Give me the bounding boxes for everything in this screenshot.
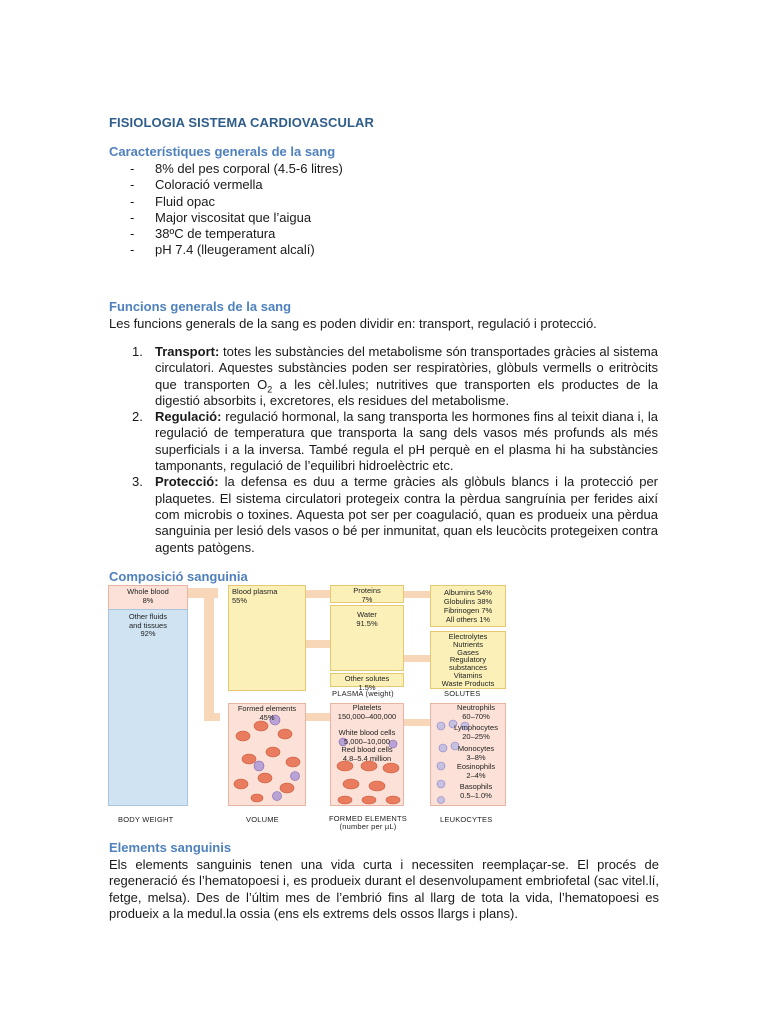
monocytes-label: Monocytes 3–8% bbox=[457, 744, 495, 762]
arrow-connector bbox=[306, 590, 330, 598]
arrow-connector bbox=[404, 591, 430, 598]
characteristics-list bbox=[130, 161, 343, 259]
formed-elements-label: Formed elements 45% bbox=[237, 704, 297, 722]
eosinophils-label: Eosinophils 2–4% bbox=[456, 762, 496, 780]
rbc-label: Red blood cells 4.8–5.4 million bbox=[341, 745, 393, 763]
functions-list bbox=[130, 344, 658, 556]
other-fluids-box bbox=[108, 609, 188, 806]
arrow-connector bbox=[306, 713, 330, 721]
platelets-label: Platelets 150,000–400,000 bbox=[337, 703, 397, 721]
arrow-connector bbox=[306, 640, 330, 648]
basophils-label: Basophils 0.5–1.0% bbox=[459, 782, 493, 800]
wbc-label: White blood cells 5,000–10,000 bbox=[338, 728, 396, 746]
leukocytes-caption: LEUKOCYTES bbox=[440, 815, 493, 824]
item-term: Regulació: bbox=[155, 409, 222, 425]
item-number: 1. bbox=[132, 344, 143, 359]
other-fluids-label: Other fluids and tissues 92% bbox=[128, 612, 168, 638]
blood-plasma-label: Blood plasma 55% bbox=[232, 587, 278, 605]
section-heading-composition: Composició sanguinia bbox=[109, 569, 248, 584]
plasma-weight-caption: PLASMA (weight) bbox=[332, 689, 394, 698]
list-item: - Major viscositat que l’aigua bbox=[130, 210, 343, 226]
item-term: Transport: bbox=[155, 344, 220, 359]
item-text: regulació hormonal, la sang transporta les hormones fins al teixit diana i, la regulació de temperatura que transporta la sang dels vasos més profunds als més superficials i a la inversa. També regula el pH perquè en el plasma hi ha substàncies tamponants, regulació de l’equilibri hidroelèctric etc. bbox=[155, 409, 658, 474]
item-number: 3. bbox=[132, 474, 143, 490]
list-item: - pH 7.4 (lleugerament alcalí) bbox=[130, 242, 343, 258]
volume-caption: VOLUME bbox=[246, 815, 279, 824]
elements-paragraph: Els elements sanguinis tenen una vida curta i necessiten reemplaçar-se. El procés de regeneració és l’hematopoesi i, es produeix durant el desenvolupament embriofetal (sac vitel.lí, fetge, melsa). Des de l’últim mes de l’embrió fins al llarg de tota la vida, l’hematopoesi es produeix a la medul.la ossia (ens els extrems dels ossos llargs i plans). bbox=[109, 857, 659, 921]
section-heading-elements: Elements sanguinis bbox=[109, 840, 232, 855]
other-solutes-label: Other solutes 1.5% bbox=[344, 674, 390, 692]
solutes-label: Electrolytes Nutrients Gases Regulatory substances Vitamins Waste Products bbox=[441, 632, 495, 688]
list-item: - 38ºC de temperatura bbox=[130, 226, 343, 242]
protein-types-label: Albumins 54% Globulins 38% Fibrinogen 7% All others 1% bbox=[443, 588, 493, 624]
item-text: la defensa es duu a terme gràcies als glòbuls blancs i la protecció per plaquetes. El sistema circulatori protegeix contra la pèrdua sangruínia per ferides així com microbis o toxines. Aquesta pot ser per coagulació, quan es produeix una pèrdua sanguinia per lesió dels vasos o bé per inmunitat, quan els leucòcits protegeixen contra agents patògens. bbox=[155, 474, 658, 555]
list-item bbox=[130, 409, 658, 474]
solutes-caption: SOLUTES bbox=[444, 689, 481, 698]
proteins-label: Proteins 7% bbox=[353, 586, 381, 604]
arrow-connector bbox=[204, 588, 214, 720]
section-heading-characteristics: Característiques generals de la sang bbox=[109, 144, 336, 159]
neutrophils-label: Neutrophils 60–70% bbox=[457, 703, 495, 721]
functions-intro: Les funcions generals de la sang es poden dividir en: transport, regulació i protecció. bbox=[109, 316, 597, 331]
item-text: a les cèl.lules; nutritives que transporten els productes de la digestió absorbits i, excretores, els residues del metabolisme. bbox=[155, 376, 658, 408]
body-weight-caption: BODY WEIGHT bbox=[118, 815, 174, 824]
arrow-connector bbox=[404, 719, 430, 726]
section-heading-functions: Funcions generals de la sang bbox=[109, 299, 292, 314]
list-item bbox=[130, 474, 658, 555]
whole-blood-label: Whole blood 8% bbox=[127, 587, 169, 605]
item-term: Protecció: bbox=[155, 474, 219, 490]
list-item: - Coloració vermella bbox=[130, 177, 343, 193]
lymphocytes-label: Lymphocytes 20–25% bbox=[454, 723, 498, 741]
item-subscript: 2 bbox=[267, 384, 273, 395]
list-item: - Fluid opac bbox=[130, 194, 343, 210]
blood-composition-figure bbox=[108, 585, 510, 831]
list-item bbox=[130, 344, 658, 409]
arrow-connector bbox=[404, 655, 430, 662]
item-text: totes les substàncies del metabolisme són transportades gràcies al sistema circulatori. Aquestes substàncies poden ser respiratòries, glòbuls vermells o eritròcits que transporten O bbox=[155, 344, 658, 392]
formed-elements-caption: FORMED ELEMENTS (number per µL) bbox=[328, 814, 407, 831]
arrow-connector bbox=[204, 713, 220, 721]
list-item: - 8% del pes corporal (4.5-6 litres) bbox=[130, 161, 343, 177]
item-number: 2. bbox=[132, 409, 143, 425]
document-title: FISIOLOGIA SISTEMA CARDIOVASCULAR bbox=[109, 115, 374, 130]
water-label: Water 91.5% bbox=[356, 610, 378, 628]
